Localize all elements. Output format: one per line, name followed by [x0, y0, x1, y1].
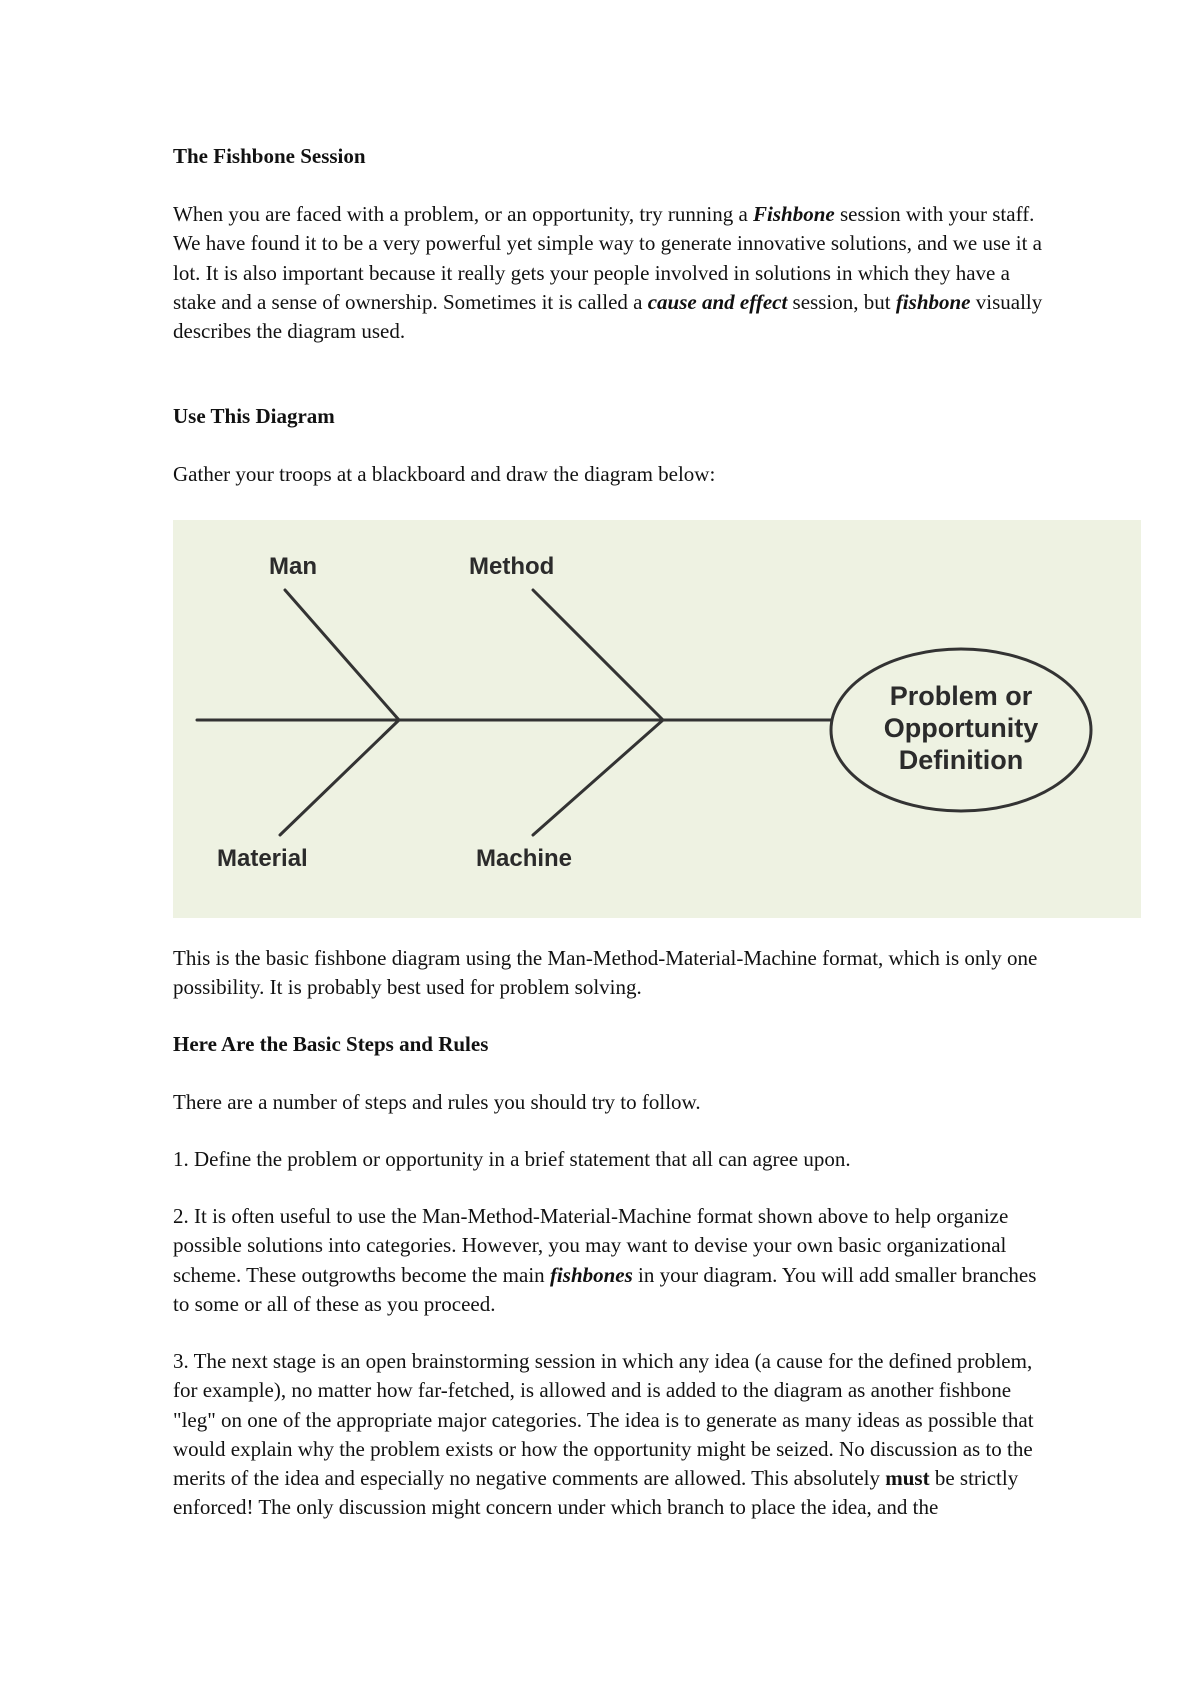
bone-method — [533, 590, 663, 720]
intro-emphasis-cause-effect: cause and effect — [647, 289, 788, 314]
step-2-text-2: in your diagram. You will add smaller branches to some or all of these as you proceed. — [173, 1262, 1037, 1316]
bone-material — [280, 720, 399, 835]
label-method: Method — [469, 553, 555, 580]
fishbone-diagram — [173, 520, 1141, 918]
step-3-text-1: 3. The next stage is an open brainstorming session in which any idea (a cause for the defined problem, for example), no matter how far-fetched, is allowed and is added to the diagram as another fishbone "leg" on one of the appropriate major categories. The idea is to generate as many ideas as possible that would explain why the problem exists or how the opportunity might be seized. No discussion as to the merits of the idea and especially no negative comments are allowed. This absolutely — [173, 1349, 1034, 1491]
step-2-text-1: 2. It is often useful to use the Man-Method-Material-Machine format shown above to help organize possible solutions into categories. However, you may want to devise your own basic organizational scheme. These outgrowths become the main — [173, 1204, 1009, 1287]
label-man: Man — [269, 553, 317, 580]
problem-text-line-2: Opportunity — [883, 713, 1039, 743]
intro-text-4: visually describes the diagram used. — [173, 289, 1043, 344]
label-machine: Machine — [476, 845, 573, 872]
intro-paragraph — [173, 200, 1053, 346]
bone-machine — [533, 720, 663, 835]
gather-paragraph: Gather your troops at a blackboard and draw the diagram below: — [173, 462, 716, 486]
intro-emphasis-fishbone: Fishbone — [753, 202, 835, 226]
step-1: 1. Define the problem or opportunity in a brief statement that all can agree upon. — [173, 1147, 851, 1171]
intro-emphasis-fishbone-2: fishbone — [895, 289, 971, 314]
heading-basic-steps: Here Are the Basic Steps and Rules — [173, 1032, 489, 1056]
step-3-emphasis-must: must — [885, 1466, 930, 1491]
label-material: Material — [217, 845, 308, 872]
step-2-emphasis-fishbones: fishbones — [549, 1262, 633, 1287]
diagram-caption: This is the basic fishbone diagram using the Man-Method-Material-Machine format, which is only one possibility. It is probably best used for problem solving. — [173, 946, 1038, 1000]
steps-intro: There are a number of steps and rules you should try to follow. — [173, 1090, 701, 1114]
step-2 — [173, 1202, 1053, 1319]
intro-text-3: session, but — [787, 289, 896, 314]
step-3 — [173, 1347, 1053, 1523]
bone-man — [285, 590, 399, 720]
problem-text-line-1: Problem or — [889, 681, 1033, 711]
problem-text-line-3: Definition — [898, 745, 1024, 775]
intro-text-1: When you are faced with a problem, or an opportunity, try running a — [173, 202, 754, 226]
intro-text-2: session with your staff. We have found it to be a very powerful yet simple way to generate innovative solutions, and we use it a lot. It is also important because it really gets your people involved in solutions in which they have a stake and a sense of ownership. Sometimes it is called a — [173, 202, 1042, 314]
heading-use-this-diagram: Use This Diagram — [173, 404, 335, 428]
step-3-text-2: be strictly enforced! The only discussion might concern under which branch to place the idea, and the — [173, 1466, 1019, 1520]
heading-fishbone-session: The Fishbone Session — [173, 144, 366, 168]
